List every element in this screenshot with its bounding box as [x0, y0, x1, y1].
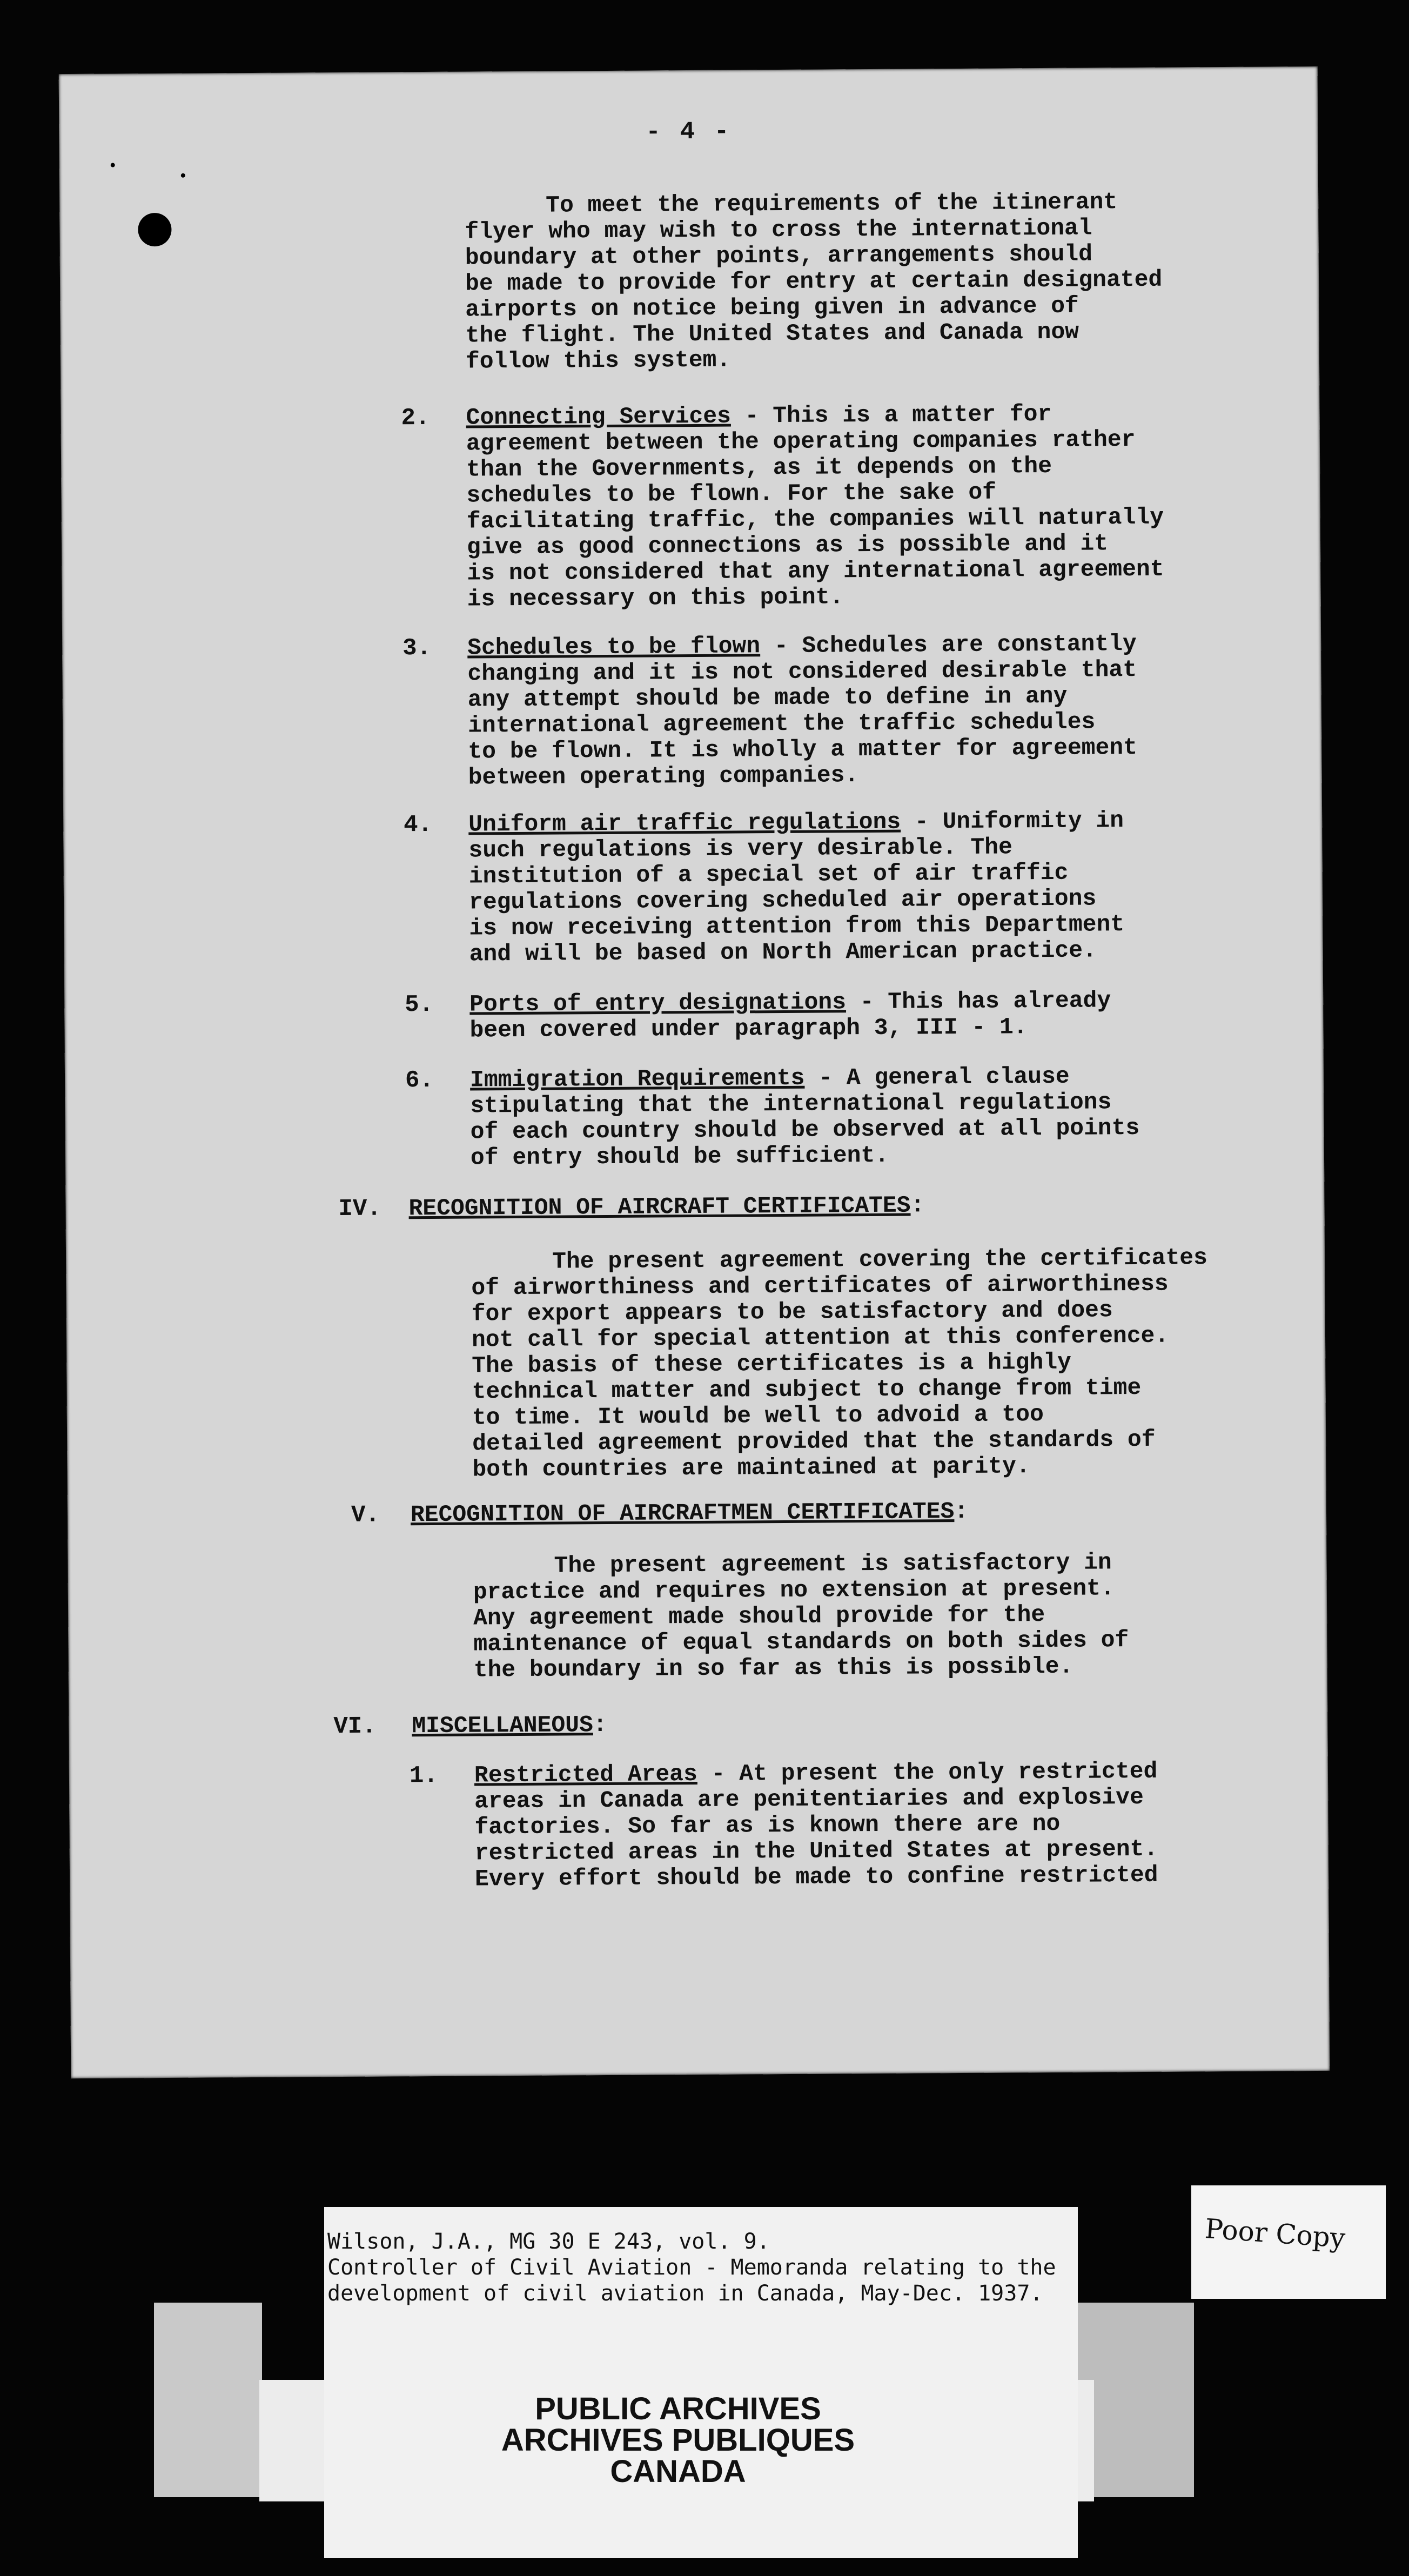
- item-body: - Schedules are constantly changing and it is not considered desirable that any attempt should be made to define in any international agreement the traffic schedules to be flown. It is wholly a matter for agreement between operating companies.: [467, 630, 1138, 791]
- item-number: 5.: [405, 991, 434, 1019]
- item-number: 1.: [409, 1762, 438, 1790]
- item-title: Schedules to be flown: [467, 633, 761, 661]
- page-number: - 4 -: [646, 117, 732, 146]
- citation-text: Wilson, J.A., MG 30 E 243, vol. 9. Controller of Civil Aviation - Memoranda relating to the development of civil aviation in Canada, May-Dec. 1937.: [327, 2229, 1056, 2306]
- item-number: 6.: [405, 1066, 434, 1095]
- item-body: - A general clause stipulating that the international regulations of each country should be observed at all points of entry should be sufficient.: [470, 1063, 1140, 1171]
- item-schedules: [467, 631, 1137, 791]
- item-body: - This is a matter for agreement between the operating companies rather than the Governments, as it depends on the schedules to be flown. For the sake of facilitating traffic, the companies will naturally give as good connections as is possible and it is not considered that any international agreement is necessary on this point.: [466, 400, 1164, 613]
- document-body: [59, 66, 1330, 2078]
- item-number: 4.: [404, 811, 433, 839]
- section-heading: RECOGNITION OF AIRCRAFT CERTIFICATES:: [408, 1192, 925, 1222]
- item-number: 3.: [402, 634, 432, 662]
- item-title: Ports of entry designations: [469, 989, 847, 1018]
- archive-line: ARCHIVES PUBLIQUES: [501, 2423, 855, 2458]
- item-title: Connecting Services: [466, 403, 732, 431]
- label-tab-left: [154, 2303, 262, 2497]
- item-number: 2.: [401, 404, 430, 432]
- section-iv-body: The present agreement covering the certificates of airworthiness and certificates of airworthiness for export appears to be satisfactory and does not call for special attention at this conference. The basis of these certificates is a highly technical matter and subject to change from time to time. It would be well to advoid a too detailed agreement provided that the standards of both countries are maintained at parity.: [471, 1244, 1208, 1483]
- section-title: MISCELLANEOUS: [412, 1712, 593, 1740]
- item-immigration: [470, 1063, 1140, 1171]
- item-restricted-areas: [474, 1759, 1158, 1893]
- section-number: V.: [351, 1501, 380, 1529]
- item-connecting-services: [466, 401, 1164, 613]
- item-ports-of-entry: [469, 988, 1111, 1043]
- item-title: Immigration Requirements: [469, 1064, 805, 1094]
- section-v-body: The present agreement is satisfactory in practice and requires no extension at present. Any agreement made should provide for the maintenance of equal standards on both sides of the boundary in so far as this is possible.: [473, 1549, 1129, 1683]
- intro-paragraph: To meet the requirements of the itinerant flyer who may wish to cross the international boundary at other points, arrangements should be made to provide for entry at certain designated airports on notice being given in advance of the flight. The United States and Canada now follow this system.: [465, 189, 1163, 375]
- archive-line: PUBLIC ARCHIVES: [535, 2391, 821, 2426]
- handwritten-note: Poor Copy: [1204, 2212, 1346, 2255]
- section-number: IV.: [338, 1195, 381, 1223]
- archive-stamp: [421, 2393, 935, 2487]
- item-title: Uniform air traffic regulations: [468, 808, 901, 838]
- item-title: Restricted Areas: [474, 1760, 697, 1789]
- section-number: VI.: [333, 1713, 377, 1741]
- item-body: - At present the only restricted areas in Canada are penitentiaries and explosive factories. So far as is known there are no restricted areas in the United States at present. Every effort should be made to confine restricted: [474, 1757, 1158, 1893]
- document-page: [59, 66, 1330, 2078]
- section-heading: RECOGNITION OF AIRCRAFTMEN CERTIFICATES:: [410, 1498, 969, 1528]
- item-uniform-regulations: [468, 808, 1125, 967]
- section-title: RECOGNITION OF AIRCRAFT CERTIFICATES: [408, 1192, 911, 1222]
- section-heading: MISCELLANEOUS:: [412, 1712, 607, 1740]
- section-title: RECOGNITION OF AIRCRAFTMEN CERTIFICATES: [410, 1498, 955, 1528]
- item-body: - This has already been covered under paragraph 3, III - 1.: [469, 987, 1111, 1044]
- item-body: - Uniformity in such regulations is very desirable. The institution of a special set of air traffic regulations covering scheduled air operations is now receiving attention from this Department and will be based on North American practice.: [468, 807, 1125, 968]
- archive-line: CANADA: [610, 2454, 746, 2489]
